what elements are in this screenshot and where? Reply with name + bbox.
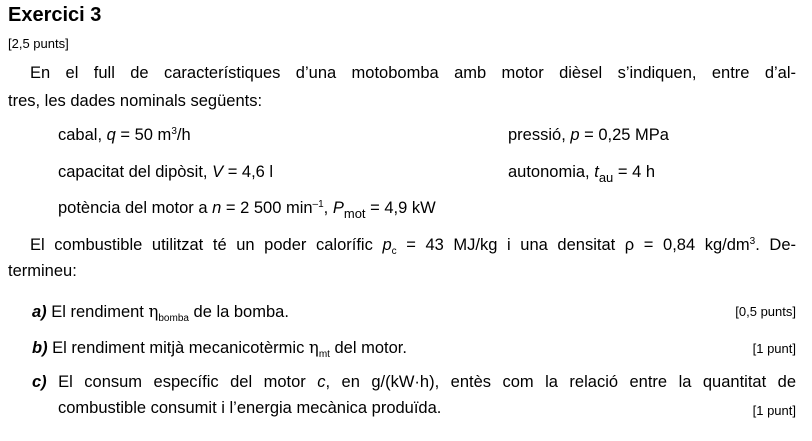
autonomia-var: t (594, 163, 599, 181)
autonomia-data (508, 163, 655, 185)
fuel-exp-3: 3 (749, 236, 756, 247)
question-b-label: b) (32, 339, 48, 357)
potencia-sub: mot (343, 206, 366, 221)
question-b (32, 338, 407, 360)
question-b-pre: El rendiment mitjà mecanicotèrmic (47, 339, 309, 357)
question-a-points: [0,5 punts] (735, 304, 796, 319)
pressio-value: = 0,25 MPa (579, 126, 669, 144)
fuel-text-3: . De- (755, 236, 797, 254)
question-c-var: c (317, 373, 326, 391)
fuel-var-p: p (382, 236, 392, 254)
intro-line-2: tres, les dades nominals següents: (8, 92, 263, 110)
cabal-unit: /h (176, 126, 191, 144)
question-c (32, 373, 796, 392)
potencia-prefix: potència del motor a (58, 199, 213, 217)
question-a-post: de la bomba. (188, 303, 289, 321)
exercise-title: Exercici 3 (8, 4, 102, 26)
intro-line-1: En el full de característiques d’una motobomba amb motor dièsel s’indiquen, entre d’al- (30, 64, 796, 82)
capacitat-data (58, 163, 273, 182)
capacitat-value: = 4,6 l (223, 163, 274, 181)
potencia-n-exp: –1 (312, 199, 324, 210)
potencia-var-n: n (212, 199, 222, 217)
pressio-data (508, 126, 669, 145)
eta-symbol: η (148, 302, 159, 321)
question-c-label: c) (32, 373, 47, 391)
question-b-sub: mt (318, 349, 330, 360)
question-c-post: , en g/(kW·h), entès com la relació entre la quantitat de (325, 373, 796, 391)
autonomia-sub: au (598, 170, 614, 185)
fuel-line-1 (30, 236, 796, 257)
potencia-data (58, 199, 436, 221)
question-c-points: [1 punt] (752, 403, 796, 418)
fuel-text-2: = 43 MJ/kg i una densitat ρ = 0,84 kg/dm (396, 236, 750, 254)
cabal-value: = 50 m (115, 126, 172, 144)
question-a (32, 302, 289, 324)
autonomia-value: = 4 h (613, 163, 656, 181)
potencia-var-p: P (332, 199, 344, 217)
fuel-line-2: termineu: (8, 262, 77, 280)
eta-symbol: η (308, 338, 319, 357)
question-b-post: del motor. (329, 339, 407, 357)
capacitat-prefix: capacitat del dipòsit, (58, 163, 213, 181)
question-c-line-2: combustible consumit i l’energia mecànica produïda. (58, 399, 442, 417)
question-a-pre: El rendiment (46, 303, 149, 321)
pressio-var: p (570, 126, 580, 144)
fuel-sub-c: c (391, 246, 397, 257)
potencia-sep: , (323, 199, 333, 217)
question-a-sub: bomba (158, 313, 189, 324)
fuel-text-1: El combustible utilitzat té un poder calorífic (30, 236, 383, 254)
cabal-data (58, 126, 191, 145)
capacitat-var: V (212, 163, 224, 181)
cabal-var: q (106, 126, 116, 144)
cabal-exp: 3 (171, 126, 177, 137)
pressio-prefix: pressió, (508, 126, 571, 144)
autonomia-prefix: autonomia, (508, 163, 595, 181)
potencia-value: = 4,9 kW (365, 199, 436, 217)
exercise-points: [2,5 punts] (8, 36, 69, 51)
question-b-points: [1 punt] (752, 341, 796, 356)
question-a-label: a) (32, 303, 47, 321)
potencia-n-value: = 2 500 min (221, 199, 313, 217)
cabal-prefix: cabal, (58, 126, 107, 144)
question-c-pre: El consum específic del motor (46, 373, 318, 391)
